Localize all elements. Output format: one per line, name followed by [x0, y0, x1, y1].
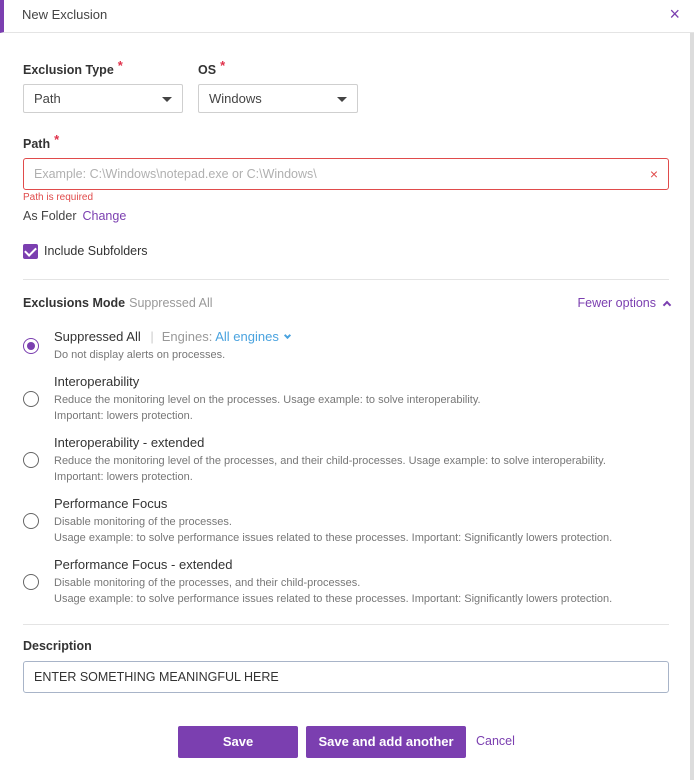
description-label: Description — [23, 639, 92, 653]
fewer-options-link[interactable] — [577, 296, 670, 310]
option-desc: Reduce the monitoring level of the processes, and their child-processes. Usage example: to solve interoperability. — [54, 455, 606, 467]
os-label — [198, 58, 226, 77]
required-asterisk: * — [117, 58, 123, 73]
clear-icon[interactable]: × — [649, 166, 658, 182]
separator: | — [150, 329, 154, 344]
radio-suppressed-all[interactable] — [23, 338, 39, 354]
dropdown-arrow-icon — [162, 97, 172, 102]
option-title-performance-focus-extended: Performance Focus - extended — [54, 557, 233, 572]
path-field — [23, 158, 669, 190]
close-icon[interactable]: × — [669, 4, 680, 24]
required-asterisk: * — [220, 58, 226, 73]
exclusions-mode-value: Suppressed All — [129, 296, 213, 310]
exclusion-type-label — [23, 58, 123, 77]
fewer-options-label: Fewer options — [577, 296, 656, 310]
os-value: Windows — [209, 91, 262, 106]
option-title-interoperability: Interoperability — [54, 374, 140, 389]
option-desc: Important: lowers protection. — [54, 471, 193, 483]
chevron-down-icon[interactable] — [284, 332, 291, 339]
engines-dropdown[interactable]: All engines — [215, 329, 279, 344]
dialog-title: New Exclusion — [22, 7, 108, 22]
dialog-header — [0, 0, 694, 33]
option-desc: Disable monitoring of the processes. — [54, 516, 232, 528]
save-button[interactable]: Save — [178, 726, 298, 758]
dropdown-arrow-icon — [337, 97, 347, 102]
exclusions-mode-label: Exclusions Mode — [23, 296, 126, 310]
scrollbar-track[interactable] — [690, 33, 694, 780]
required-asterisk: * — [54, 132, 60, 147]
os-label-text: OS — [198, 63, 217, 77]
engines-selector — [150, 329, 290, 344]
option-title-performance-focus: Performance Focus — [54, 496, 168, 511]
include-subfolders-label: Include Subfolders — [44, 244, 148, 258]
change-link[interactable]: Change — [82, 209, 127, 223]
option-title-interoperability-extended: Interoperability - extended — [54, 435, 205, 450]
include-subfolders-checkbox[interactable] — [23, 244, 38, 259]
path-error-message: Path is required — [23, 192, 94, 203]
cancel-button[interactable]: Cancel — [476, 734, 515, 748]
option-desc: Usage example: to solve performance issues related to these processes. Important: Significantly lowers protection. — [54, 593, 613, 605]
path-label-text: Path — [23, 137, 51, 151]
save-and-add-another-button[interactable]: Save and add another — [306, 726, 466, 758]
option-desc: Usage example: to solve performance issues related to these processes. Important: Significantly lowers protection. — [54, 532, 613, 544]
option-desc: Reduce the monitoring level on the processes. Usage example: to solve interoperability. — [54, 394, 481, 406]
path-input[interactable] — [24, 159, 668, 189]
exclusions-mode-header — [23, 296, 213, 310]
exclusion-type-select[interactable] — [23, 84, 183, 113]
option-desc: Important: lowers protection. — [54, 410, 193, 422]
divider — [23, 624, 669, 625]
os-select[interactable] — [198, 84, 358, 113]
divider — [23, 279, 669, 280]
radio-interoperability[interactable] — [23, 391, 39, 407]
radio-performance-focus-extended[interactable] — [23, 574, 39, 590]
exclusion-type-value: Path — [34, 91, 61, 106]
radio-performance-focus[interactable] — [23, 513, 39, 529]
as-folder-row — [23, 209, 126, 223]
engines-label: Engines: — [161, 329, 213, 344]
option-desc: Disable monitoring of the processes, and their child-processes. — [54, 577, 361, 589]
as-folder-label: As Folder — [23, 209, 77, 223]
radio-interoperability-extended[interactable] — [23, 452, 39, 468]
exclusion-type-label-text: Exclusion Type — [23, 63, 114, 77]
path-label — [23, 132, 60, 151]
option-title-suppressed-all — [54, 329, 290, 344]
option-title-text: Suppressed All — [54, 329, 141, 344]
chevron-up-icon — [663, 301, 671, 309]
description-field — [23, 661, 669, 693]
option-desc: Do not display alerts on processes. — [54, 349, 226, 361]
description-input[interactable] — [24, 662, 668, 692]
